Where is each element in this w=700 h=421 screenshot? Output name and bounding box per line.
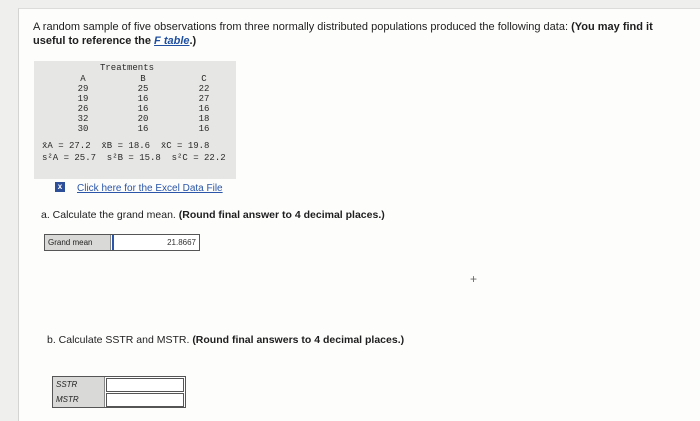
table-cell: 20 [137,114,149,124]
sstr-label: SSTR [53,377,105,392]
table-cell: 30 [77,124,89,134]
mstr-label: MSTR [53,392,105,407]
table-cell: 27 [198,94,210,104]
table-cell: 29 [77,84,89,94]
table-cell: 16 [198,124,210,134]
table-cell: 16 [137,104,149,114]
sample-variances: s²A = 25.7 s²B = 15.8 s²C = 22.2 [42,153,226,163]
field-marker-icon [112,235,117,250]
table-cell: 16 [198,104,210,114]
intro-text: A random sample of five observations from three normally distributed populations produced the following data: [33,21,572,33]
question-b [47,334,404,346]
f-table-link[interactable]: F table [154,35,190,47]
crosshair-cursor-icon: + [470,272,478,286]
question-b-text: b. Calculate SSTR and MSTR. [47,334,193,346]
table-cell: 25 [137,84,149,94]
question-a-text: a. Calculate the grand mean. [41,209,179,221]
grand-mean-label: Grand mean [45,235,111,250]
question-intro [33,20,685,48]
sstr-row [53,377,185,392]
sample-means: x̄A = 27.2 x̄B = 18.6 x̄C = 19.8 [42,141,210,151]
mstr-input[interactable] [106,393,184,407]
table-cell: 32 [77,114,89,124]
excel-file-icon[interactable]: x [55,182,65,192]
table-header-c: C [201,74,207,84]
intro-bold-end: .) [189,35,197,47]
table-cell: 16 [137,94,149,104]
data-table [34,61,236,179]
excel-data-link[interactable]: Click here for the Excel Data File [77,183,223,194]
question-a [41,209,385,221]
table-header-a: A [80,74,86,84]
table-cell: 19 [77,94,89,104]
table-cell: 16 [137,124,149,134]
sstr-mstr-table [52,376,186,408]
table-cell: 22 [198,84,210,94]
table-cell: 18 [198,114,210,124]
question-a-bold: (Round final answer to 4 decimal places.) [178,209,385,221]
sstr-input[interactable] [106,378,184,392]
mstr-row [53,392,185,407]
question-card [18,8,700,421]
table-header-b: B [140,74,146,84]
table-title: Treatments [100,63,155,73]
table-cell: 26 [77,104,89,114]
question-b-bold: (Round final answers to 4 decimal places.) [192,334,405,346]
grand-mean-input[interactable]: 21.8667 [167,238,196,247]
intro-bold: (You may find it useful to reference the [33,21,653,47]
grand-mean-field [44,234,200,251]
